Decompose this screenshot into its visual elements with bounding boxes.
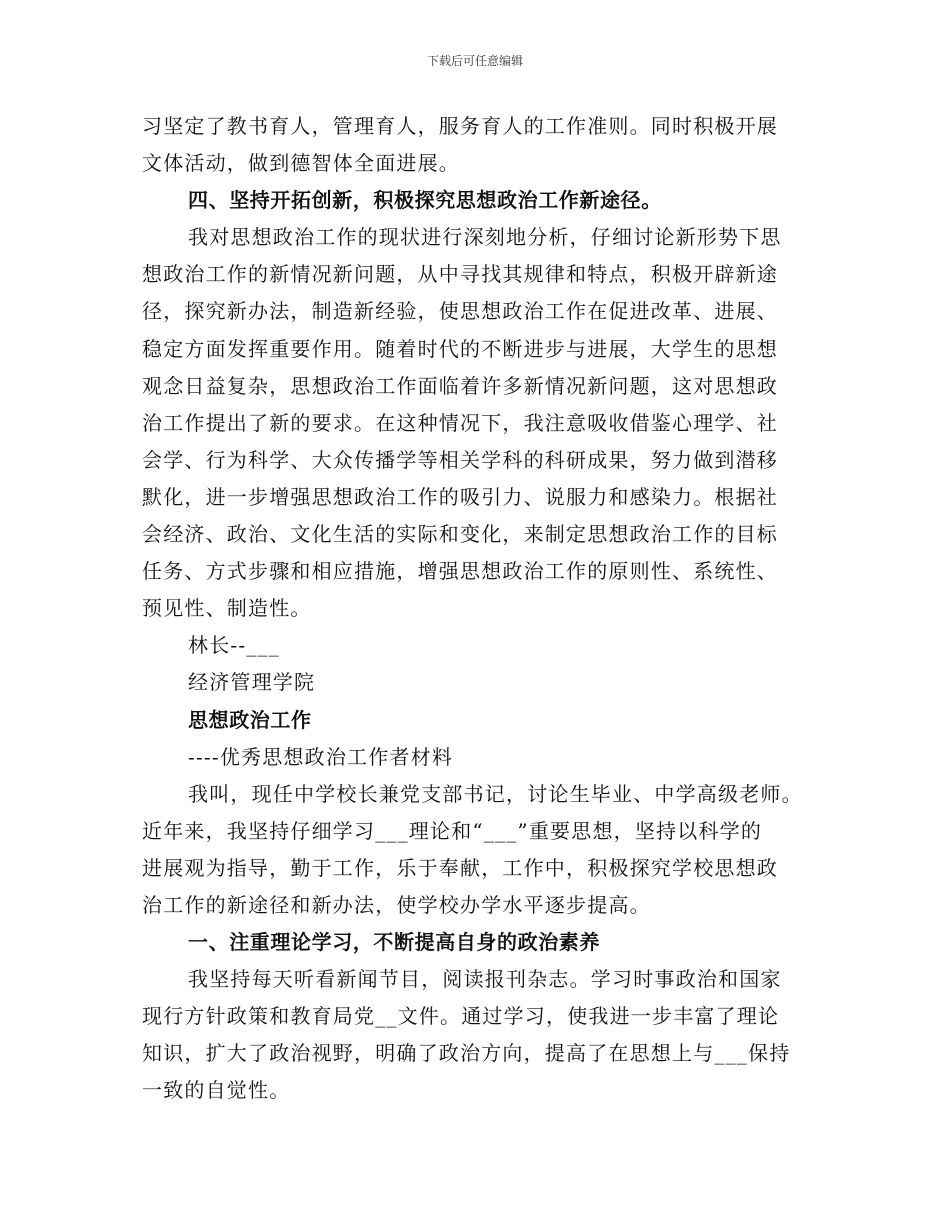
document-subtitle: ----优秀思想政治工作者材料 — [188, 744, 454, 769]
paragraph-line: 会经济、政治、文化生活的实际和变化，来制定思想政治工作的目标 — [142, 522, 778, 547]
page-header: 下载后可任意编辑 — [426, 54, 523, 68]
paragraph-line: 想政治工作的新情况新问题，从中寻找其规律和特点，积极开辟新途 — [142, 262, 778, 287]
section-heading: 一、注重理论学习，不断提高自身的政治素养 — [188, 930, 600, 955]
paragraph-line: 一致的自觉性。 — [142, 1078, 291, 1103]
author-name: 林长--___ — [188, 633, 280, 658]
paragraph-line: 预见性、制造性。 — [142, 596, 312, 621]
paragraph-line: 知识，扩大了政治视野，明确了政治方向，提高了在思想上与___保持 — [142, 1041, 791, 1066]
author-affiliation: 经济管理学院 — [188, 670, 316, 695]
paragraph-line: 默化，进一步增强思想政治工作的吸引力、说服力和感染力。根据社 — [142, 484, 778, 509]
paragraph-line: 文体活动，做到德智体全面进展。 — [142, 151, 460, 176]
paragraph-line: 会学、行为科学、大众传播学等相关学科的科研成果，努力做到潜移 — [142, 447, 778, 472]
paragraph-line: 观念日益复杂，思想政治工作面临着许多新情况新问题，这对思想政 — [142, 373, 778, 398]
paragraph-line: 现行方针政策和教育局党__文件。通过学习，使我进一步丰富了理论 — [142, 1004, 780, 1029]
section-heading: 四、坚持开拓创新，积极探究思想政治工作新途径。 — [188, 188, 662, 213]
paragraph-line: 稳定方面发挥重要作用。随着时代的不断进步与进展，大学生的思想 — [142, 336, 778, 361]
document-title: 思想政治工作 — [188, 707, 312, 732]
paragraph-line: 我对思想政治工作的现状进行深刻地分析，仔细讨论新形势下思 — [188, 225, 782, 250]
paragraph-line: 任务、方式步骤和相应措施，增强思想政治工作的原则性、系统性、 — [142, 559, 778, 584]
paragraph-line: 治工作的新途径和新办法，使学校办学水平逐步提高。 — [142, 892, 651, 917]
paragraph-line: 径，探究新办法，制造新经验，使思想政治工作在促进改革、进展、 — [142, 299, 778, 324]
document-body — [142, 108, 822, 1110]
paragraph-line: 我叫，现任中学校长兼党支部书记，讨论生毕业、中学高级老师。 — [188, 781, 803, 806]
paragraph-line: 我坚持每天听看新闻节目，阅读报刊杂志。学习时事政治和国家 — [188, 967, 782, 992]
paragraph-line: 近年来，我坚持仔细学习___理论和“___”重要思想，坚持以科学的 — [142, 818, 763, 843]
paragraph-line: 进展观为指导，勤于工作，乐于奉献，工作中，积极探究学校思想政 — [142, 855, 778, 880]
paragraph-line: 习坚定了教书育人，管理育人，服务育人的工作准则。同时积极开展 — [142, 114, 778, 138]
paragraph-line: 治工作提出了新的要求。在这种情况下，我注意吸收借鉴心理学、社 — [142, 410, 778, 435]
